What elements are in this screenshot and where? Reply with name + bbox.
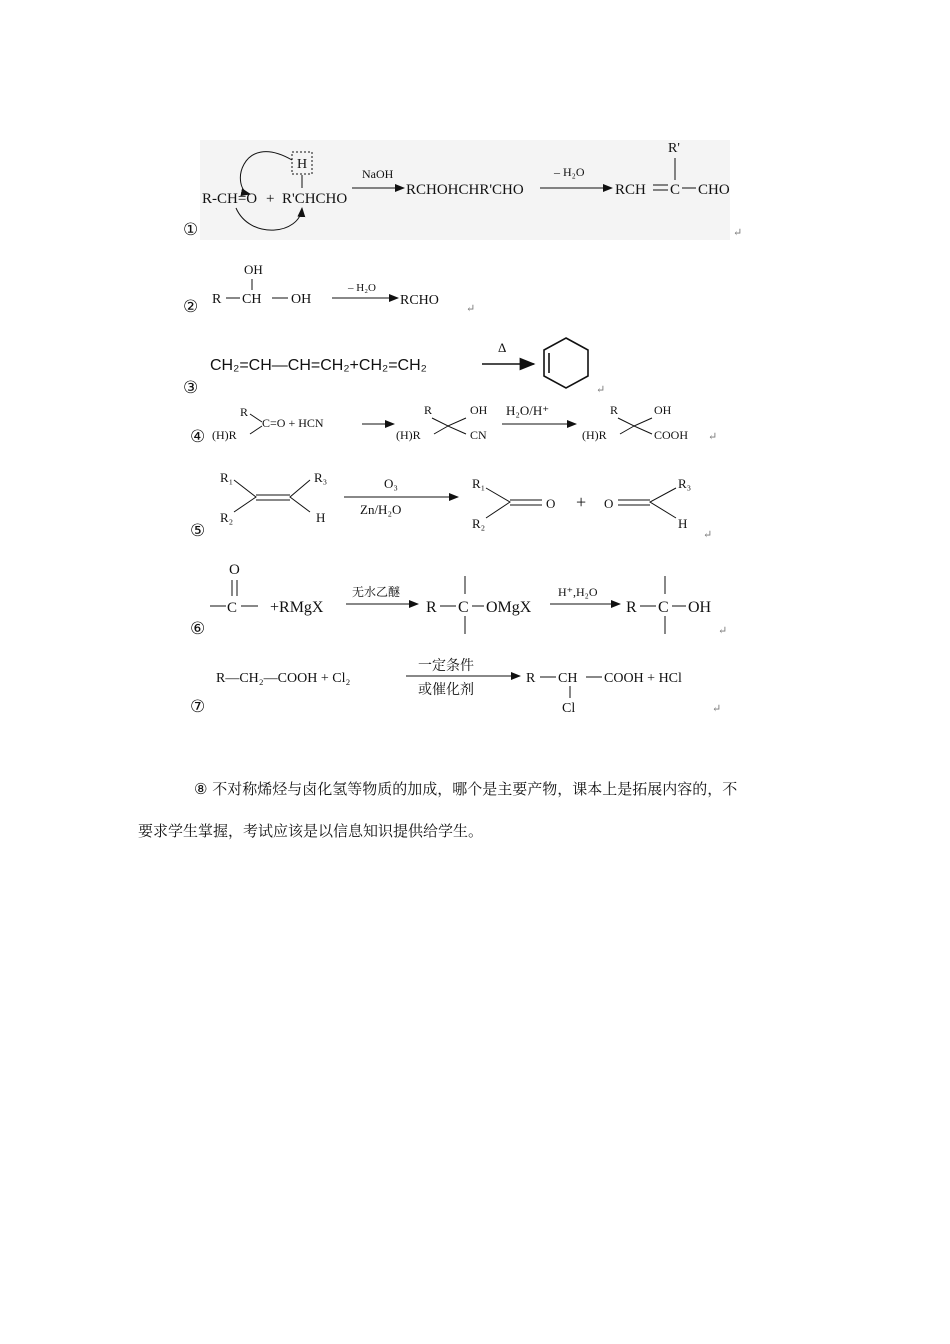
condition-acid-water: H₂O/H⁺ <box>506 403 550 418</box>
carbonyl-o: O <box>546 496 556 511</box>
condition-naoh: NaOH <box>362 167 394 181</box>
return-mark: ↵ <box>712 702 722 715</box>
r3: R₃ <box>314 470 328 485</box>
h-r-group: (H)R <box>396 428 421 442</box>
r-group: R <box>526 671 536 686</box>
condition-zinc-water: Zn/H₂O <box>360 502 402 517</box>
reaction-number-6: ⑥ <box>190 619 206 639</box>
reaction-5-ozonolysis <box>220 470 691 531</box>
product-r2: R₂ <box>472 516 486 531</box>
product-rch: RCH <box>615 182 646 198</box>
aldehyde-reactant: R-CH=O <box>202 191 258 207</box>
reaction-2-gem-diol <box>212 262 439 308</box>
alpha-hydrogen: H <box>297 157 308 172</box>
condition-acid-water: H⁺,H₂O <box>558 585 598 599</box>
hydroxyl: OH <box>470 403 488 417</box>
plus-sign: + <box>266 191 275 207</box>
product-cho: CHO <box>698 182 730 198</box>
second-aldehyde: R'CHCHO <box>282 191 348 207</box>
plus-sign: + <box>576 492 587 512</box>
r2: R₂ <box>220 510 234 525</box>
nitrile: CN <box>470 428 487 442</box>
condition-ether: 无水乙醚 <box>352 585 401 599</box>
chlorine: Cl <box>562 701 576 716</box>
product-r3: R₃ <box>678 476 692 491</box>
carbonyl-hcn: C=O + HCN <box>262 416 324 430</box>
h-r-group: (H)R <box>212 428 237 442</box>
reaction-3-diels-alder <box>210 338 588 388</box>
reaction-number-2: ② <box>183 297 199 317</box>
return-mark: ↵ <box>596 383 606 396</box>
top-oh: OH <box>244 262 263 277</box>
reaction-7-halogenation <box>216 657 682 716</box>
product-rest: COOH + HCl <box>604 671 682 686</box>
reaction-number-5: ⑤ <box>190 521 206 541</box>
condition-1: 一定条件 <box>418 657 474 673</box>
right-oh: OH <box>291 292 312 307</box>
reaction-6-grignard <box>210 562 712 634</box>
r-group: R <box>426 599 437 616</box>
condition-dehydrate: – H₂O <box>554 165 585 179</box>
product-h: H <box>678 516 688 531</box>
h: H <box>316 510 326 525</box>
carboxyl: COOH <box>654 428 689 442</box>
hydroxyl: OH <box>688 599 712 616</box>
reaction-number-1: ① <box>183 220 199 240</box>
condition-heat: Δ <box>498 340 507 355</box>
note-line-2: 要求学生掌握，考试应该是以信息知识提供给学生。 <box>138 822 484 840</box>
return-mark: ↵ <box>718 624 728 637</box>
r-group: R <box>424 403 433 417</box>
dienes: CH₂=CH—CH=CH₂+CH₂=CH₂ <box>210 357 427 374</box>
product-r-prime: R' <box>668 141 680 156</box>
r-group: R <box>240 405 249 419</box>
r1: R₁ <box>220 470 234 485</box>
reaction-1-aldol <box>200 140 730 240</box>
ch-group: CH <box>558 671 578 686</box>
alcohol-carbon: C <box>658 599 669 616</box>
acid-reactant: R—CH₂—COOH + Cl₂ <box>216 671 351 686</box>
cyclohexene-ring <box>544 338 588 388</box>
h-r-group: (H)R <box>582 428 607 442</box>
hydroxyl: OH <box>654 403 672 417</box>
aldol-product: RCHOHCHR'CHO <box>406 182 524 198</box>
return-mark: ↵ <box>733 226 743 239</box>
note-paragraph <box>138 768 810 852</box>
condition-dehydrate: – H₂O <box>348 282 376 294</box>
carbonyl-carbon: C <box>227 600 238 616</box>
r-group: R <box>212 292 222 307</box>
note-line-1: ⑧ 不对称烯烃与卤化氢等物质的加成，哪个是主要产物，课本上是拓展内容的，不 <box>194 780 738 798</box>
product-r1: R₁ <box>472 476 486 491</box>
reaction-number-4: ④ <box>190 427 206 447</box>
carbonyl-oxygen: O <box>229 562 240 578</box>
return-mark: ↵ <box>708 430 718 443</box>
alkoxide-omgx: OMgX <box>486 599 532 616</box>
r-group: R <box>610 403 619 417</box>
carbonyl-o: O <box>604 496 614 511</box>
r-group: R <box>626 599 637 616</box>
reaction-number-3: ③ <box>183 378 199 398</box>
condition-2: 或催化剂 <box>418 681 474 697</box>
alkoxide-carbon: C <box>458 599 469 616</box>
reaction-number-7: ⑦ <box>190 697 206 717</box>
ch-group: CH <box>242 292 262 307</box>
product-rcho: RCHO <box>400 293 439 308</box>
return-mark: ↵ <box>703 528 713 541</box>
product-c: C <box>670 182 681 198</box>
reaction-4-cyanohydrin <box>212 403 688 442</box>
grignard-reagent: +RMgX <box>270 599 324 616</box>
condition-ozone: O₃ <box>384 476 398 491</box>
return-mark: ↵ <box>466 302 476 315</box>
